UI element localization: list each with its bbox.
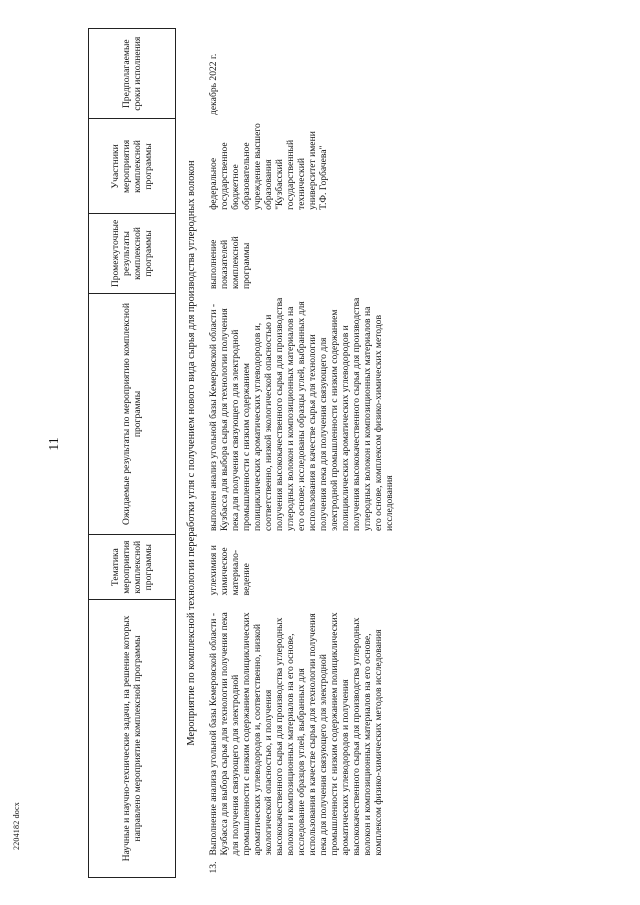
section-title-row	[176, 29, 206, 878]
cell-intermediate: выполнение показателей комплексной программы	[207, 236, 253, 290]
header-deadline: Предполагаемые сроки исполнения	[89, 29, 176, 119]
cell-participants: федеральное государственное бюджетное образовательное учреждение высшего образования "Кузбасский государственный технический университет имени Т.Ф. Горбачева"	[207, 123, 330, 210]
program-measures-table	[88, 28, 397, 878]
cell-deadline: декабрь 2022 г.	[207, 53, 219, 115]
rotated-table-page	[88, 28, 608, 878]
header-expected-results: Ожидаемые результаты по мероприятию комплексной программы	[89, 293, 176, 535]
row-number: 13.	[207, 861, 219, 874]
cell-topic: углехимия и химическое материало- ведение	[207, 545, 253, 596]
page-number: 11	[47, 437, 62, 451]
section-title: Мероприятие по комплексной технологии переработки угля с получением нового вида сырья для производства углеродных волокон	[186, 160, 197, 746]
cell-expected: выполнен анализ угольной базы Кемеровской области - Кузбасса для выбора сырья для технологии получения пека для получения связующего для электродной промышленности с низким содержанием полициклических ароматических углеводородов и, соответственно, низкой экологической опасностью и получения высококачественного сырья для производства углеродных волокон и композиционных материалов на его основе; исследованы образцы углей, выбранных для использования в качестве сырья для технологии получения пека для получения связующего для электродной промышленности с низким содержанием полициклических ароматических углеводородов и получения высококачественного сырья для производства углеродных волокон и композиционных материалов на его основе, комплексом физико-химических методов исследования	[207, 297, 396, 531]
table-header-row	[89, 29, 176, 878]
header-tasks: Научные и научно-технические задачи, на решение которых направлено мероприятие комплексной программы	[89, 599, 176, 877]
header-participants: Участники мероприятия комплексной программы	[89, 119, 176, 214]
task-text: Выполнение анализа угольной базы Кемеровской области - Кузбасса для выбора сырья для технологии получения пека для получения связующего для электродной промышленности с низким содержанием полициклических ароматических углеводородов и, соответственно, низкой экологической опасностью, и получения высококачественного сырья для производства углеродных волокон и композиционных материалов на его основе, исследование образцов углей, выбранных для использования в качестве сырья для технологии получения пека для получения связующего для электродной промышленности с низким содержанием полициклических ароматических углеводородов и получения высококачественного сырья для производства углеродных волокон и композиционных материалов на его основе, комплексом физико-химических методов исследования	[207, 612, 385, 856]
cell-task	[206, 599, 398, 877]
footer-document-code: 2204182 docx	[12, 802, 21, 850]
table-row	[206, 29, 398, 878]
header-topic: Тематика мероприятия комплексной программы	[89, 535, 176, 599]
header-intermediate-results: Промежуточные результаты комплексной программы	[89, 214, 176, 293]
